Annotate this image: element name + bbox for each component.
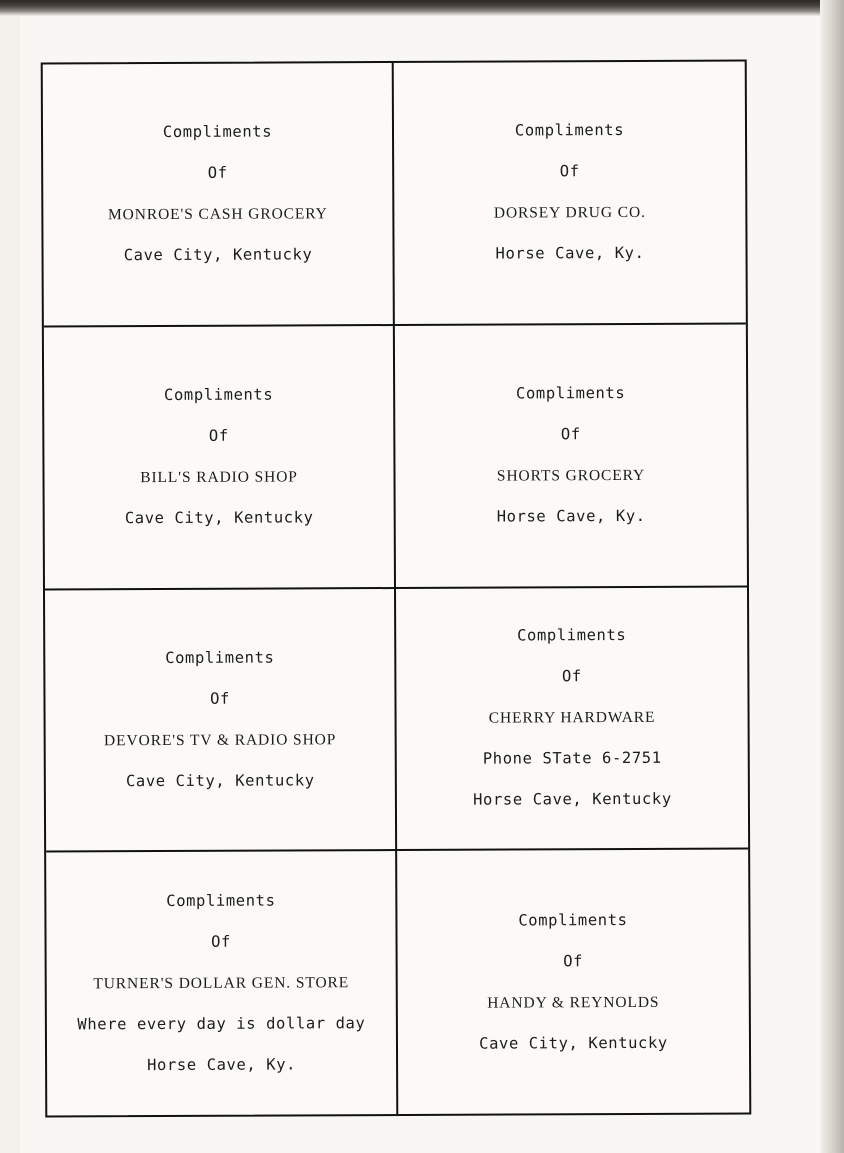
ad-cell-turners-dollar-store <box>46 851 398 1115</box>
ad-of: Of <box>560 425 581 444</box>
ad-of: Of <box>559 162 580 181</box>
ad-business-name: TURNER'S DOLLAR GEN. STORE <box>93 974 350 993</box>
page-edge <box>820 0 844 1153</box>
ad-greeting: Compliments <box>515 384 626 403</box>
ad-of: Of <box>211 932 232 951</box>
ad-greeting: Compliments <box>514 121 625 140</box>
ad-cell-dorsey-drug <box>394 61 746 325</box>
ad-location: Horse Cave, Kentucky <box>473 790 672 810</box>
ad-of: Of <box>210 689 230 708</box>
ad-business-name: CHERRY HARDWARE <box>488 709 656 727</box>
ad-cell-shorts-grocery <box>395 324 747 588</box>
ad-location: Horse Cave, Ky. <box>495 244 645 263</box>
ad-greeting: Compliments <box>163 385 274 405</box>
ad-cell-cherry-hardware <box>396 587 748 851</box>
ad-greeting: Compliments <box>517 626 627 645</box>
ad-cell-monroes-cash-grocery <box>43 63 395 327</box>
ad-business-name: HANDY & REYNOLDS <box>487 993 660 1012</box>
ad-cell-bills-radio-shop <box>44 326 396 590</box>
ad-business-name: MONROE'S CASH GROCERY <box>107 205 328 224</box>
ad-location: Cave City, Kentucky <box>125 771 315 791</box>
ad-location: Cave City, Kentucky <box>479 1033 668 1053</box>
ad-greeting: Compliments <box>166 891 276 911</box>
ad-of: Of <box>207 164 228 183</box>
ad-cell-handy-reynolds <box>397 850 749 1114</box>
ad-grid <box>41 59 752 1117</box>
ad-greeting: Compliments <box>165 648 275 667</box>
ad-greeting: Compliments <box>162 122 273 142</box>
ad-location: Cave City, Kentucky <box>124 508 314 528</box>
binding-shadow <box>0 0 844 16</box>
ad-slogan: Where every day is dollar day <box>77 1014 366 1034</box>
ad-greeting: Compliments <box>518 910 628 930</box>
ad-phone: Phone STate 6-2751 <box>482 749 662 768</box>
ad-business-name: DEVORE'S TV & RADIO SHOP <box>103 731 337 750</box>
ad-business-name: SHORTS GROCERY <box>496 467 646 485</box>
ad-business-name: DORSEY DRUG CO. <box>493 204 646 222</box>
ad-business-name: BILL'S RADIO SHOP <box>140 468 298 487</box>
ad-of: Of <box>563 951 584 970</box>
ad-location: Horse Cave, Ky. <box>147 1055 297 1075</box>
ad-cell-devores-tv-radio-shop <box>45 589 397 853</box>
ad-location: Horse Cave, Ky. <box>496 507 646 526</box>
ad-location: Cave City, Kentucky <box>123 245 313 265</box>
ad-of: Of <box>561 667 582 686</box>
ad-of: Of <box>208 426 229 445</box>
